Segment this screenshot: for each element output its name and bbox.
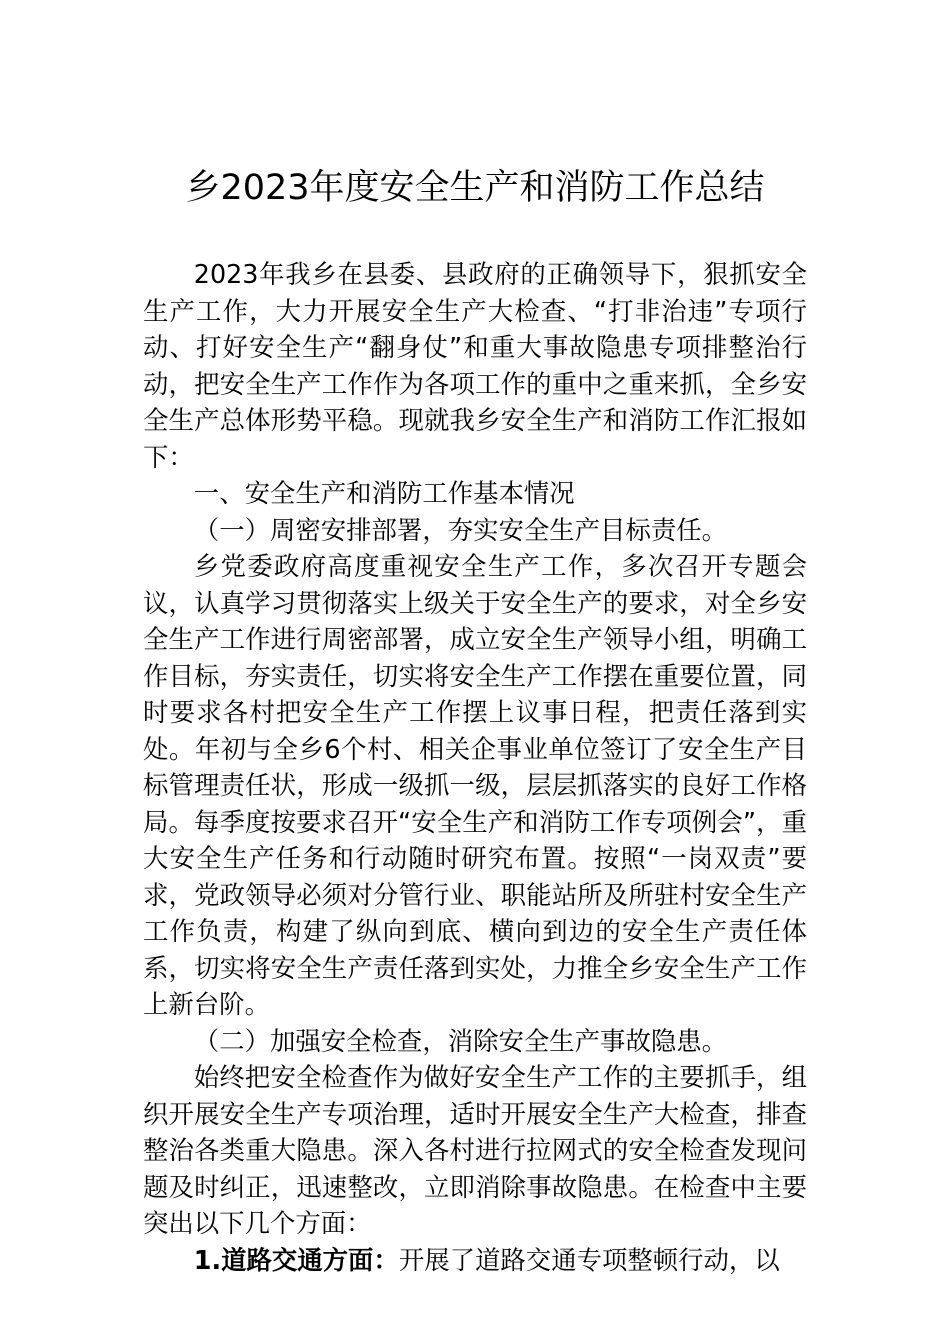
road-traffic-lead: 1.道路交通方面： xyxy=(193,1244,399,1275)
paragraph-responsibility: 乡党委政府高度重视安全生产工作，多次召开专题会议，认真学习贯彻落实上级关于安全生产的要求，对全乡安全生产工作进行周密部署，成立安全生产领导小组，明确工作目标，夯实责任，切实将安全生产工作摆在重要位置，同时要求各村把安全生产工作摆上议事日程，把责任落到实处。年初与全乡6个村、相关企事业单位签订了安全生产目标管理责任状，形成一级抓一级，层层抓落实的良好工作格局。每季度按要求召开“安全生产和消防工作专项例会”，重大安全生产任务和行动随时研究布置。按照“一岗双责”要求，党政领导必须对分管行业、职能站所及所驻村安全生产工作负责，构建了纵向到底、横向到边的安全生产责任体系，切实将安全生产责任落到实处，力推全乡安全生产工作上新台阶。 xyxy=(143,551,807,1019)
paragraph-inspection: 始终把安全检查作为做好安全生产工作的主要抓手，组织开展安全生产专项治理，适时开展安全生产大检查，排查整治各类重大隐患。深入各村进行拉网式的安全检查发现问题及时纠正，迅速整改，立即消除事故隐患。在检查中主要突出以下几个方面： xyxy=(143,1062,807,1238)
paragraph-road-traffic xyxy=(143,1242,807,1279)
paragraph-intro: 2023年我乡在县委、县政府的正确领导下，狠抓安全生产工作，大力开展安全生产大检查、“打非治违”专项行动、打好安全生产“翻身仗”和重大事故隐患专项排整治行动，把安全生产工作作为各项工作的重中之重来抓，全乡安全生产总体形势平稳。现就我乡安全生产和消防工作汇报如下： xyxy=(143,259,807,472)
road-traffic-text: 开展了道路交通专项整顿行动，以 xyxy=(398,1244,780,1275)
document-title: 乡2023年度安全生产和消防工作总结 xyxy=(185,168,765,208)
document-body xyxy=(143,256,807,1278)
subheading-2: （二）加强安全检查，消除安全生产事故隐患。 xyxy=(193,1025,727,1056)
section-heading-1: 一、安全生产和消防工作基本情况 xyxy=(193,478,575,508)
subheading-1: （一）周密安排部署，夯实安全生产目标责任。 xyxy=(193,514,727,545)
